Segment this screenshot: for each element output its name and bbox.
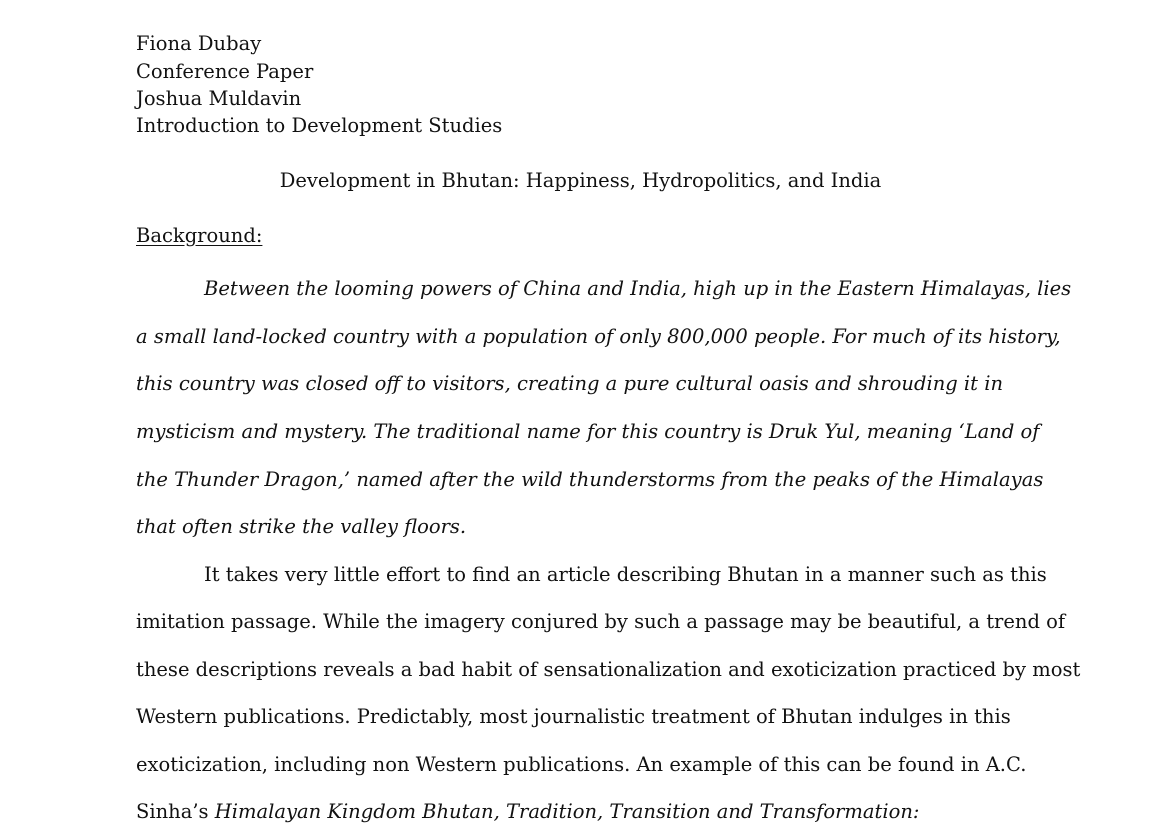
paragraph-2-line: imitation passage. While the imagery conjured by such a passage may be beautiful, a trend of (136, 610, 1066, 633)
paper-title: Development in Bhutan: Happiness, Hydropolitics, and India (279, 169, 882, 192)
cited-book-title: Himalayan Kingdom Bhutan, Tradition, Transition and Transformation: (214, 800, 920, 823)
paragraph-1-line: mysticism and mystery. The traditional name for this country is Druk Yul, meaning ‘Land of (136, 420, 1040, 443)
paragraph-2-line: Western publications. Predictably, most journalistic treatment of Bhutan indulges in this (136, 705, 1011, 728)
paragraph-2-line: these descriptions reveals a bad habit of sensationalization and exoticization practiced by most (136, 658, 1081, 681)
paragraph-1-line: a small land-locked country with a population of only 800,000 people. For much of its history, (136, 325, 1061, 348)
paragraph-2-line: exoticization, including non Western publications. An example of this can be found in A.C. (136, 753, 1027, 776)
paragraph-2-line: It takes very little effort to find an article describing Bhutan in a manner such as this (204, 563, 1047, 586)
paragraph-1-line: the Thunder Dragon,’ named after the wild thunderstorms from the peaks of the Himalayas (136, 468, 1044, 491)
citation-author: Sinha’s (136, 800, 215, 823)
section-heading-background: Background: (136, 224, 263, 247)
instructor-name: Joshua Muldavin (136, 87, 302, 110)
paragraph-1-line: that often strike the valley floors. (136, 515, 467, 538)
author-name: Fiona Dubay (136, 32, 262, 55)
document-type: Conference Paper (136, 60, 314, 83)
course-name: Introduction to Development Studies (136, 114, 503, 137)
paragraph-1-line: this country was closed off to visitors, creating a pure cultural oasis and shrouding it in (136, 372, 1003, 395)
paragraph-1-line: Between the looming powers of China and India, high up in the Eastern Himalayas, lies (204, 277, 1072, 300)
paragraph-2-last-line (136, 800, 919, 823)
